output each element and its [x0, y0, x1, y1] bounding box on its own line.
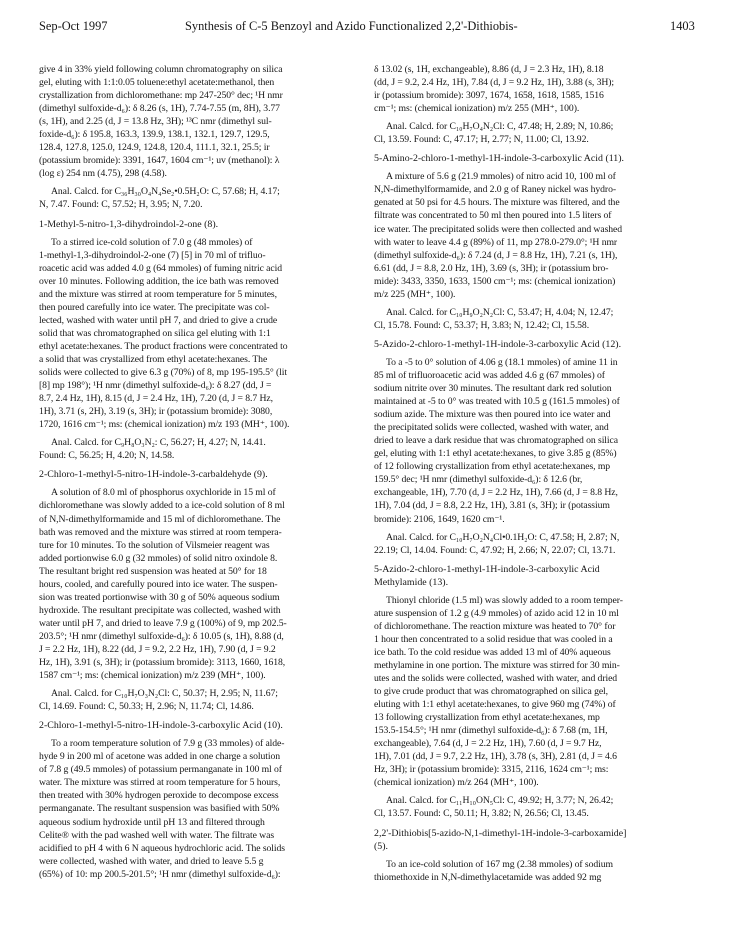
- paragraph: A solution of 8.0 ml of phosphorus oxychloride in 15 ml of dichloromethane was slowly added to a ice-cold solution of 8 ml of N,N-dimethylformamide and 15 ml of dichloromethane. The bath was removed and the mixture was stirred at room tempera- ture for 10 minutes. To the solution of Vilsmeier reagent was added portionwise 6.0 g (32 mmoles) of solid nitro oxindole 8. The resultant bright red suspension was heated at 50° for 18 hours, cooled, and carefully poured into ice water. The suspen- sion was treated portionwise with 30 g of 50% aqueous sodium hydroxide. The resultant precipitate was collected, washed with water until pH 7, and dried to leave 7.9 g (100%) of 9, mp 202.5- 203.5°; ¹H nmr (dimethyl sulfoxide-d₆): δ 10.05 (s, 1H), 8.88 (d, J = 2.2 Hz, 1H), 8.22 (dd, J = 9.2, 2.2 Hz, 1H), 7.90 (d, J = 9.2 Hz, 1H), 3.91 (s, 3H); ir (potassium bromide): 3113, 1660, 1618, 1587 cm⁻¹; ms: (chemical ionization) m/z 239 (MH⁺, 100).: [39, 487, 287, 682]
- running-header-title: Synthesis of C-5 Benzoyl and Azido Functionalized 2,2'-Dithiobis-: [185, 19, 518, 33]
- analysis-paragraph: Anal. Calcd. for C₁₀H₇O₂N₄Cl•0.1H₂O: C, 47.58; H, 2.87; N, 22.19; Cl, 14.04. Found: C, 47.92; H, 2.66; N, 22.07; Cl, 13.71.: [374, 531, 620, 556]
- compound-heading: 2-Chloro-1-methyl-5-nitro-1H-indole-3-carboxylic Acid (10).: [39, 720, 283, 732]
- compound-heading: 5-Azido-2-chloro-1-methyl-1H-indole-3-carboxylic Acid Methylamide (13).: [374, 563, 600, 588]
- paragraph: To an ice-cold solution of 167 mg (2.38 mmoles) of sodium thiomethoxide in N,N-dimethylacetamide was added 92 mg: [374, 858, 613, 883]
- left-column: [39, 63, 362, 881]
- compound-heading: 5-Azido-2-chloro-1-methyl-1H-indole-3-carboxylic Acid (12).: [374, 338, 622, 350]
- analysis-paragraph: Anal. Calcd. for C₁₀H₇O₃N₂Cl: C, 50.37; H, 2.95; N, 11.67; Cl, 14.69. Found: C, 50.33; H, 2.96; N, 11.74; Cl, 14.86.: [39, 688, 278, 713]
- compound-heading: 5-Amino-2-chloro-1-methyl-1H-indole-3-carboxylic Acid (11).: [374, 153, 624, 165]
- page-number: 1403: [670, 19, 695, 33]
- analysis-paragraph: Anal. Calcd. for C₁₀H₉O₂N₂Cl: C, 53.47; H, 4.04; N, 12.47; Cl, 15.78. Found: C, 53.37; H, 3.83; N, 12.42; Cl, 15.58.: [374, 306, 614, 331]
- analysis-paragraph: Anal. Calcd. for C₉H₈O₃N₂: C, 56.27; H, 4.27; N, 14.41. Found: C, 56.25; H, 4.20; N, 14.58.: [39, 437, 266, 462]
- compound-heading: 1-Methyl-5-nitro-1,3-dihydroindol-2-one (8).: [39, 218, 219, 230]
- paragraph: δ 13.02 (s, 1H, exchangeable), 8.86 (d, J = 2.3 Hz, 1H), 8.18 (dd, J = 9.2, 2.4 Hz, 1H), 7.84 (d, J = 9.2 Hz, 1H), 3.88 (s, 3H); ir (potassium bromide): 3097, 1674, 1658, 1618, 1585, 1516 cm⁻¹; ms: (chemical ionization) m/z 255 (MH⁺, 100).: [374, 64, 615, 115]
- paragraph: To a room temperature solution of 7.9 g (33 mmoles) of alde- hyde 9 in 200 ml of acetone was added in one charge a solution of 7.8 g (49.5 mmoles) of potassium permanganate in 100 ml of water. The mixture was stirred at room temperature for 5 hours, then treated with 30% hydrogen peroxide to decompose excess permanganate. The resultant suspension was basified with 50% aqueous sodium hydroxide until pH 13 and filtered through Celite® with the pad washed well with water. The filtrate was acidified to pH 4 with 6 N aqueous hydrochloric acid. The solids were collected, washed with water, and dried to leave 5.5 g (65%) of 10: mp 200.5-201.5°; ¹H nmr (dimethyl sulfoxide-d₆):: [39, 738, 285, 880]
- right-column: [374, 63, 697, 884]
- paragraph: give 4 in 33% yield following column chromatography on silica gel, eluting with 1:1:0.05 toluene:ethyl acetate:methanol, then crystallization from dichloromethane: mp 247-250° dec; ¹H nmr (dimethyl sulfoxide-d₆): δ 8.26 (s, 1H), 7.74-7.55 (m, 8H), 3.77 (s, 1H), and 2.25 (d, J = 13.8 Hz, 3H); ¹³C nmr (dimethyl sul- foxide-d₆): δ 195.8, 163.3, 139.9, 138.1, 132.1, 129.7, 129.5, 128.4, 127.8, 125.0, 124.9, 124.8, 120.4, 111.1, 32.1, 25.5; ir (potassium bromide): 3391, 1647, 1604 cm⁻¹; uv (methanol): λ (log ε) 254 nm (4.75), 298 (4.58).: [39, 64, 283, 180]
- paragraph: A mixture of 5.6 g (21.9 mmoles) of nitro acid 10, 100 ml of N,N-dimethylformamide, and 2.0 g of Raney nickel was hydro- genated at 50 psi for 4.5 hours. The mixture was filtered, and the filtrate was concentrated to 50 ml then poured into 1.5 liters of ice water. The precipitated solids were then collected and washed with water to leave 4.4 g (89%) of 11, mp 278.0-279.0°; ¹H nmr (dimethyl sulfoxide-d₆): δ 7.24 (d, J = 8.8 Hz, 1H), 7.21 (s, 1H), 6.61 (dd, J = 8.8, 2.0 Hz, 1H), 3.69 (s, 3H); ir (potassium bro- mide): 3433, 3350, 1633, 1500 cm⁻¹; ms: (chemical ionization) m/z 225 (MH⁺, 100).: [374, 171, 623, 300]
- analysis-paragraph: Anal. Calcd. for C₃₆H₃₀O₄N₄Se₂•0.5H₂O: C, 57.68; H, 4.17; N, 7.47. Found: C, 57.52; H, 3.95; N, 7.20.: [39, 186, 280, 211]
- paragraph: To a -5 to 0° solution of 4.06 g (18.1 mmoles) of amine 11 in 85 ml of trifluoroacetic acid was added 4.6 g (67 mmoles) of sodium nitrite over 30 minutes. The resultant dark red solution maintained at -5 to 0° was treated with 10.5 g (161.5 mmoles) of sodium azide. The mixture was then poured into ice water and the precipitated solids were collected, washed with water, and dried to leave a dark residue that was chromatographed on silica gel, eluting with 1:1 ethyl acetate:hexanes, to give 3.85 g (85%) of 12 following crystallization from ethyl acetate:hexanes, mp 159.5° dec; ¹H nmr (dimethyl sulfoxide-d₆): δ 12.6 (br, exchangeable, 1H), 7.70 (d, J = 2.2 Hz, 1H), 7.66 (d, J = 8.8 Hz, 1H), 7.04 (dd, J = 8.8, 2.2 Hz, 1H), 3.81 (s, 3H); ir (potassium bromide): 2106, 1649, 1620 cm⁻¹.: [374, 356, 620, 525]
- paragraph: Thionyl chloride (1.5 ml) was slowly added to a room temper- ature suspension of 1.2 g (4.9 mmoles) of azido acid 12 in 10 ml of dichloromethane. The reaction mixture was heated to 70° for 1 hour then concentrated to a solid residue that was cooled in a ice bath. To the cold residue was added 13 ml of 40% aqueous methylamine in one portion. The mixture was stirred for 30 min- utes and the solids were collected, washed with water, and dried to give crude product that was chromatographed on silica gel, eluting with 1:1 ethyl acetate:hexanes, to give 960 mg (74%) of 13 following crystallization from ethyl acetate:hexanes, mp 153.5-154.5°; ¹H nmr (dimethyl sulfoxide-d₆): δ 7.68 (m, 1H, exchangeable), 7.64 (d, J = 2.2 Hz, 1H), 7.60 (d, J = 9.7 Hz, 1H), 7.01 (dd, J = 9.7, 2.2 Hz, 1H), 3.78 (s, 3H), 2.81 (d, J = 4.6 Hz, 3H); ir (potassium bromide): 3315, 2116, 1624 cm⁻¹; ms: (chemical ionization) m/z 264 (MH⁺, 100).: [374, 594, 623, 789]
- compound-heading: 2,2'-Dithiobis[5-azido-N,1-dimethyl-1H-indole-3-carboxamide] (5).: [374, 827, 627, 852]
- running-header-date: Sep-Oct 1997: [39, 19, 108, 33]
- compound-heading: 2-Chloro-1-methyl-5-nitro-1H-indole-3-carbaldehyde (9).: [39, 469, 268, 481]
- analysis-paragraph: Anal. Calcd. for C₁₀H₇O₄N₂Cl: C, 47.48; H, 2.89; N, 10.86; Cl, 13.59. Found: C, 47.17; H, 2.77; N, 11.00; Cl, 13.92.: [374, 121, 614, 146]
- analysis-paragraph: Anal. Calcd. for C₁₁H₁₀ON₅Cl: C, 49.92; H, 3.77; N, 26.42; Cl, 13.57. Found: C, 50.11; H, 3.82; N, 26.56; Cl, 13.45.: [374, 795, 614, 820]
- paragraph: To a stirred ice-cold solution of 7.0 g (48 mmoles) of 1-methyl-1,3-dihydroindol-2-one (7) [5] in 70 ml of trifluo- roacetic acid was added 4.0 g (64 mmoles) of fuming nitric acid over 10 minutes. Following addition, the ice bath was removed and the mixture was stirred at room temperature for 5 minutes, then poured carefully into ice water. The precipitate was col- lected, washed with water until pH 7, and dried to give a crude solid that was chromatographed on silica gel eluting with 1:1 ethyl acetate:hexanes. The product fractions were concentrated to a solid that was crystallized from ethyl acetate:hexanes. The solids were collected to give 6.3 g (70%) of 8, mp 195-195.5° (lit [8] mp 198°); ¹H nmr (dimethyl sulfoxide-d₆): δ 8.27 (dd, J = 8.7, 2.4 Hz, 1H), 8.15 (d, J = 2.4 Hz, 1H), 7.20 (d, J = 8.7 Hz, 1H), 3.71 (s, 2H), 3.19 (s, 3H); ir (potassium bromide): 3080, 1720, 1616 cm⁻¹; ms: (chemical ionization) m/z 193 (MH⁺, 100).: [39, 236, 290, 431]
